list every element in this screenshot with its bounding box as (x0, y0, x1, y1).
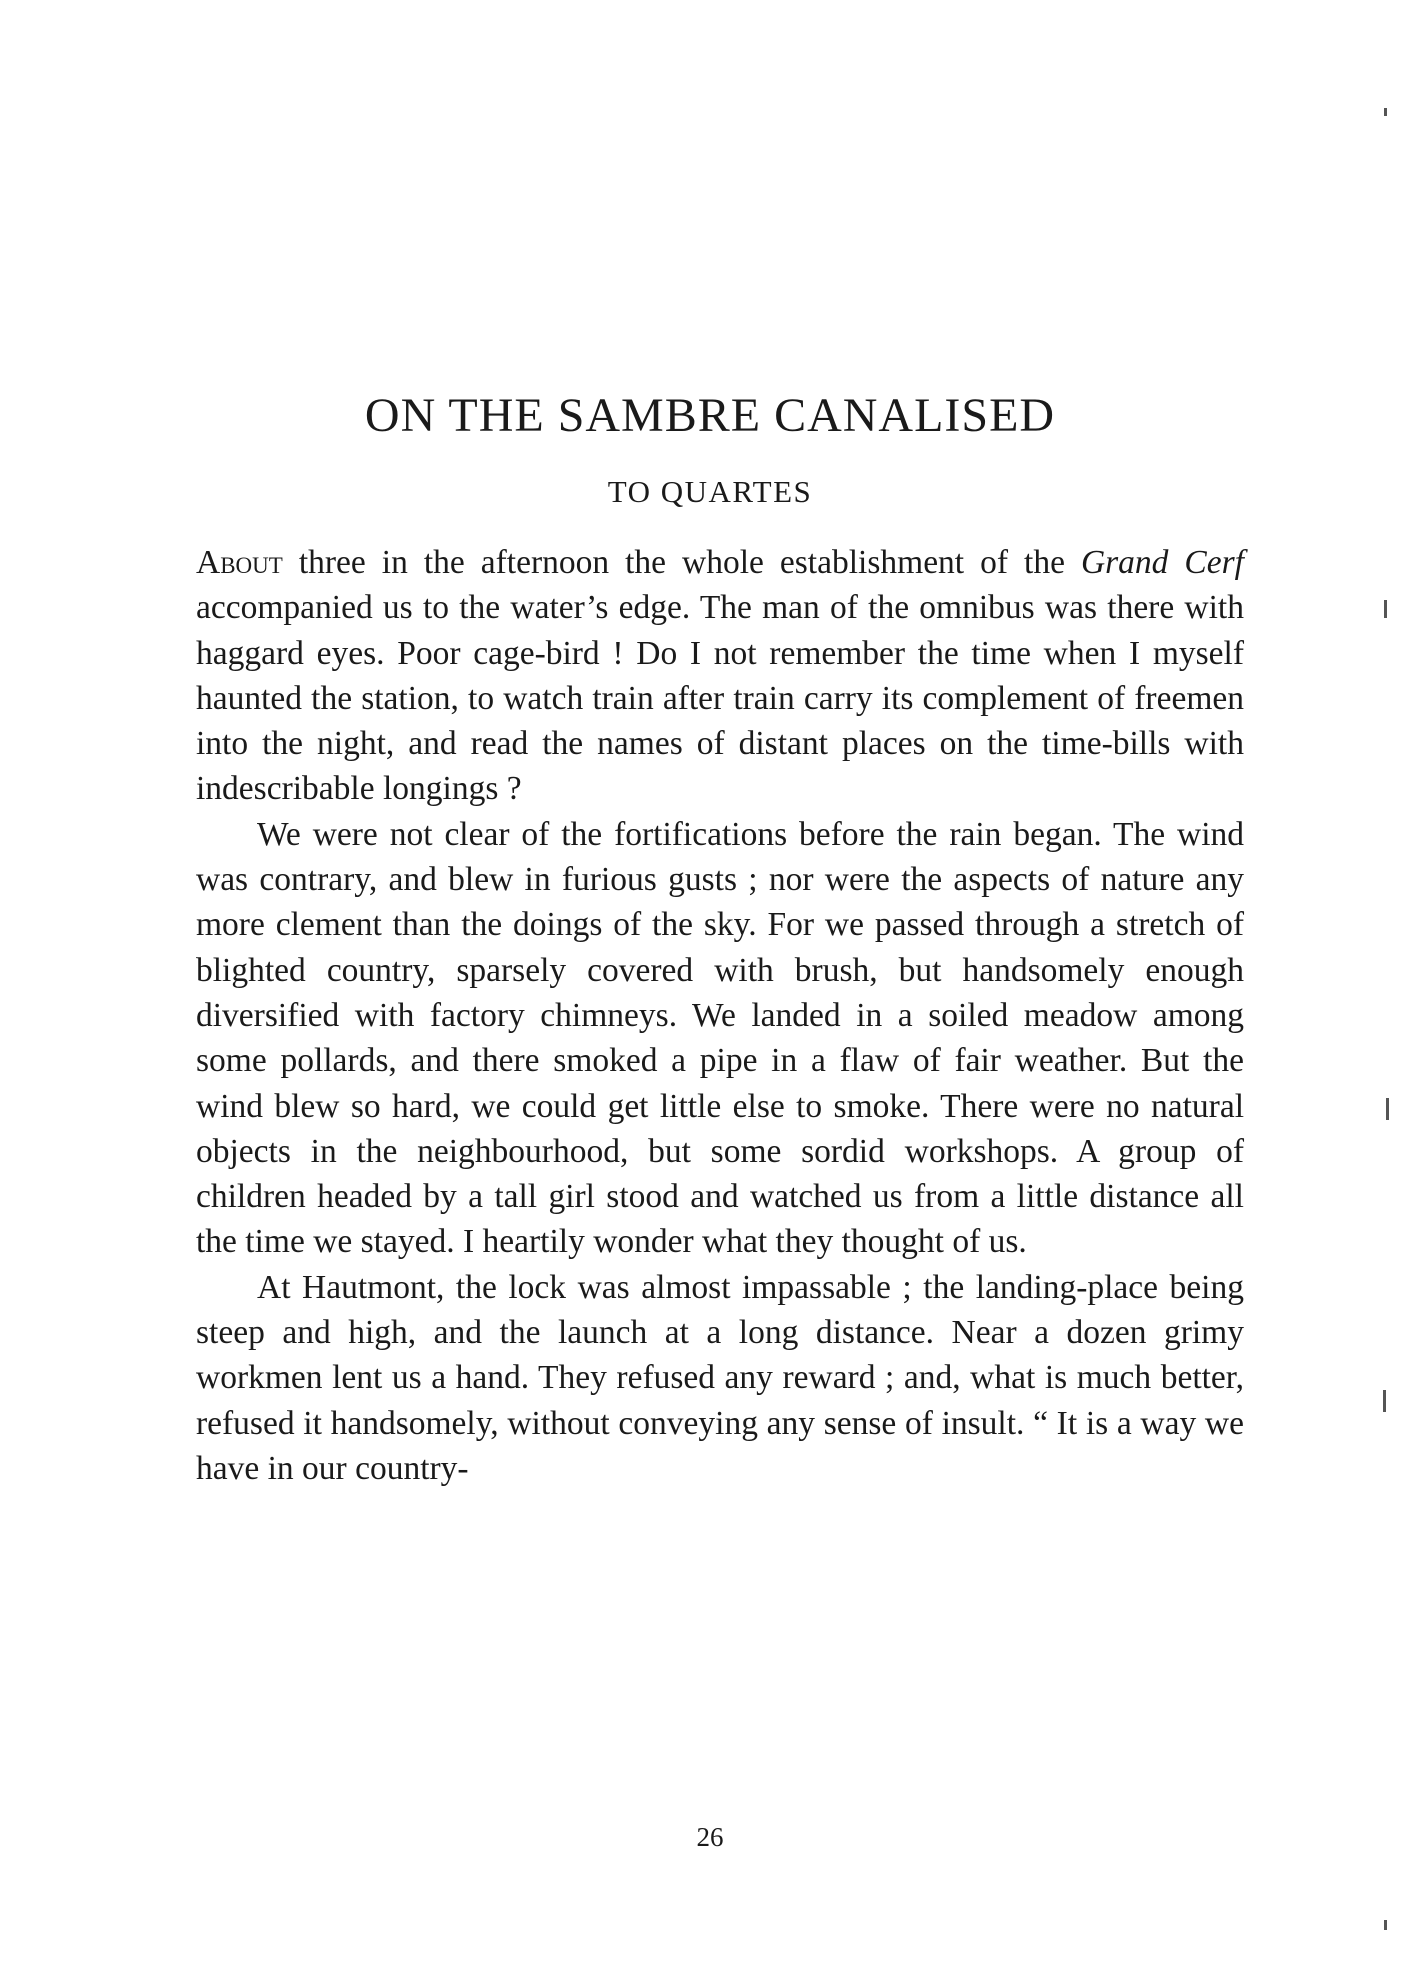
paragraph-1-text-a: three in the afternoon the whole establishment of the (282, 544, 1081, 581)
scan-speck (1384, 600, 1387, 618)
page-number: 26 (696, 1822, 724, 1852)
paragraph-1 (196, 540, 1244, 812)
body-text (196, 540, 1244, 1491)
scan-speck (1383, 1390, 1386, 1412)
chapter-subtitle: TO QUARTES (607, 474, 813, 509)
paragraph-1-text-b: accompanied us to the water’s edge. The man of the omnibus was there with haggard eyes. Poor cage-bird ! Do I not remember the time when I myself haunted the station, to watch train after train carry its complement of freemen into the night, and read the names of distant places on the time-bills with indescribable longings ? (196, 589, 1244, 808)
inn-name-italic: Grand Cerf (1080, 544, 1244, 581)
scan-speck (1384, 1920, 1387, 1930)
paragraph-lead-word: About (196, 544, 283, 581)
scan-speck (1386, 1098, 1389, 1120)
paragraph-2: We were not clear of the fortifications before the rain began. The wind was contrary, and blew in furious gusts ; nor were the aspects of nature any more clement than the doings of the sky. For we passed through a stretch of blighted country, sparsely covered with brush, but handsomely enough diversified with factory chimneys. We landed in a soiled meadow among some pollards, and there smoked a pipe in a flaw of fair weather. But the wind blew so hard, we could get little else to smoke. There were no natural objects in the neighbourhood, but some sordid workshops. A group of children headed by a tall girl stood and watched us from a little distance all the time we stayed. I heartily wonder what they thought of us. (196, 815, 1244, 1261)
chapter-title: ON THE SAMBRE CANALISED (364, 389, 1056, 442)
scan-speck (1384, 108, 1387, 116)
paragraph-3: At Hautmont, the lock was almost impassable ; the landing-place being steep and high, and the launch at a long distance. Near a dozen grimy workmen lent us a hand. They refused any reward ; and, what is much better, refused it handsomely, without conveying any sense of insult. “ It is a way we have in our country- (196, 1268, 1244, 1487)
